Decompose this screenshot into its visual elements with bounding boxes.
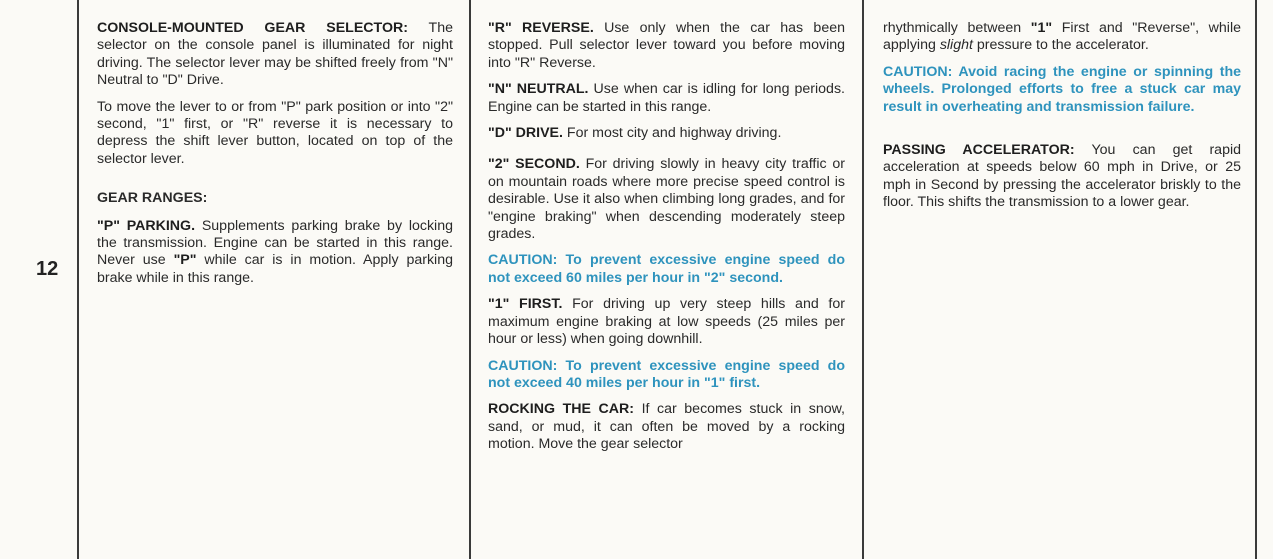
rocking-cont-1: rhythmically between (883, 20, 1022, 36)
page-number: 12 (36, 258, 59, 280)
parking-paragraph (97, 218, 453, 288)
first-title: "1" FIRST. (488, 296, 563, 313)
drive-paragraph (488, 125, 845, 142)
rocking-cont-1b: "1" (1030, 20, 1053, 36)
column-rule-left (77, 0, 79, 559)
neutral-paragraph (488, 81, 845, 116)
passing-paragraph (883, 142, 1241, 212)
second-title: "2" SECOND. (488, 156, 580, 173)
column-1 (97, 20, 453, 296)
first-text: For driving up very steep hills and for maximum engine braking at low speeds (25 miles per hour or less) when going downhill. (488, 296, 845, 348)
reverse-title: "R" REVERSE. (488, 20, 594, 36)
rocking-paragraph (488, 401, 845, 453)
column-3 (883, 20, 1241, 221)
reverse-text: Use only when the car has been stopped. Pull selector lever toward you before moving into "R" Reverse. (488, 20, 845, 71)
caution-racing: CAUTION: Avoid racing the engine or spinning the wheels. Prolonged efforts to free a stuck car may result in overheating and transmission failure. (883, 63, 1241, 115)
rocking-continued-paragraph (883, 20, 1241, 55)
neutral-title: "N" NEUTRAL. (488, 81, 589, 98)
rocking-cont-2: First and "Reverse", while applying (883, 20, 1242, 54)
reverse-paragraph (488, 20, 845, 72)
gear-ranges-heading: GEAR RANGES: (97, 190, 208, 207)
column-rule-right (1255, 0, 1257, 559)
drive-text: For most city and highway driving. (566, 125, 782, 142)
rocking-text: If car becomes stuck in snow, sand, or mud, it can often be moved by a rocking motion. Move the gear selector (488, 401, 846, 453)
parking-text-1: Supplements parking brake by locking the transmission. Engine can be started in this range. Never use (97, 217, 453, 269)
passing-title: PASSING ACCELERATOR: (883, 142, 1075, 159)
rocking-cont-slight: slight (939, 37, 973, 54)
move-lever-paragraph: To move the lever to or from "P" park position or into "2" second, "1" first, or "R" reverse it is necessary to depress the shift lever button, located on top of the selector lever. (97, 98, 453, 167)
parking-title: "P" PARKING. (97, 217, 196, 234)
drive-title: "D" DRIVE. (488, 125, 563, 142)
rocking-title: ROCKING THE CAR: (488, 401, 634, 418)
second-paragraph (488, 156, 845, 243)
rocking-cont-3: pressure to the accelerator. (976, 37, 1149, 54)
passing-text: You can get rapid acceleration at speeds below 60 mph in Drive, or 25 mph in Second by pressing the accelerator briskly to the floor. This shifts the transmission to a lower gear. (883, 142, 1242, 211)
caution-first: CAUTION: To prevent excessive engine speed do not exceed 40 miles per hour in "1" first. (488, 357, 845, 391)
console-text: The selector on the console panel is illuminated for night driving. The selector lever may be shifted freely from "N" Neutral to "D" Drive. (97, 20, 453, 89)
column-2 (488, 20, 845, 463)
console-paragraph (97, 20, 453, 90)
console-title: CONSOLE-MOUNTED GEAR SELECTOR: (97, 20, 408, 36)
second-text: For driving slowly in heavy city traffic or on mountain roads where more precise speed control is desirable. Use it also when climbing long grades, and for "engine braking" when descending moderately steep grades. (488, 156, 845, 243)
parking-p: "P" (173, 252, 197, 269)
first-paragraph (488, 296, 845, 348)
column-rule-mid-2 (862, 0, 864, 559)
column-rule-mid-1 (469, 0, 471, 559)
caution-second: CAUTION: To prevent excessive engine speed do not exceed 60 miles per hour in "2" second. (488, 252, 845, 286)
neutral-text: Use when car is idling for long periods. Engine can be started in this range. (488, 81, 845, 115)
parking-text-2: while car is in motion. Apply parking brake while in this range. (97, 252, 453, 286)
